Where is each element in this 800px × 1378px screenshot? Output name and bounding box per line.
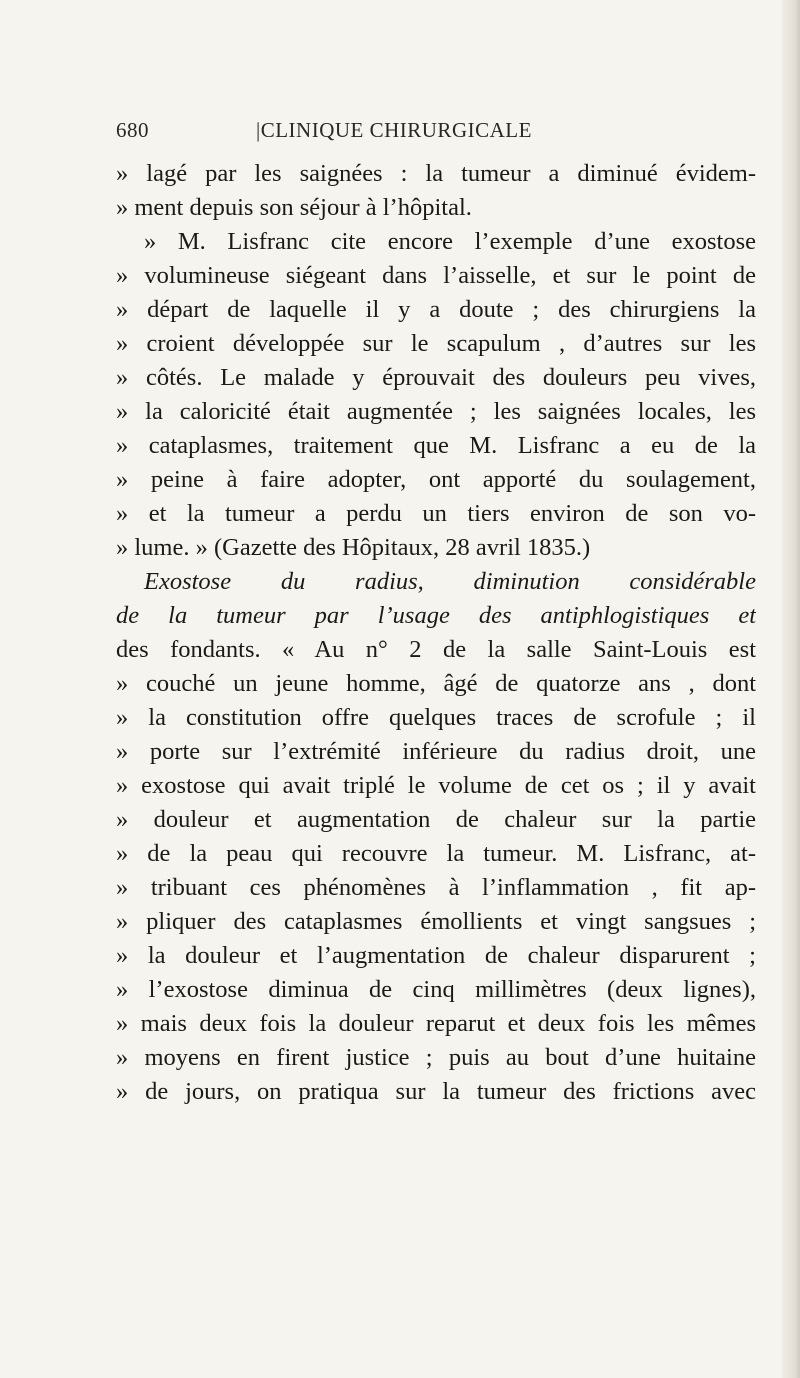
text-line: » moyens en firent justice ; puis au bout d’une huitaine — [116, 1044, 756, 1071]
text-line: » la caloricité était augmentée ; les saignées locales, les — [116, 398, 756, 425]
running-title: |CLINIQUE CHIRURGICALE — [256, 118, 532, 142]
text-line: » couché un jeune homme, âgé de quatorze ans , dont — [116, 670, 756, 697]
page-edge — [782, 0, 800, 1378]
text-line: » mais deux fois la douleur reparut et deux fois les mêmes — [116, 1010, 756, 1037]
text-line: Exostose du radius, diminution considérable — [144, 568, 756, 595]
text-line: » M. Lisfranc cite encore l’exemple d’une exostose — [144, 228, 756, 255]
text-line: » tribuant ces phénomènes à l’inflammation , fit ap- — [116, 874, 756, 901]
text-line: » de jours, on pratiqua sur la tumeur des frictions avec — [116, 1078, 756, 1105]
text-line: des fondants. « Au n° 2 de la salle Saint-Louis est — [116, 636, 756, 663]
text-line: de la tumeur par l’usage des antiphlogistiques et — [116, 602, 756, 629]
text-line: » volumineuse siégeant dans l’aisselle, et sur le point de — [116, 262, 756, 289]
text-line: » la douleur et l’augmentation de chaleur disparurent ; — [116, 942, 756, 969]
text-line: » départ de laquelle il y a doute ; des chirurgiens la — [116, 296, 756, 323]
text-line: » cataplasmes, traitement que M. Lisfranc a eu de la — [116, 432, 756, 459]
text-line: » douleur et augmentation de chaleur sur la partie — [116, 806, 756, 833]
text-line: » la constitution offre quelques traces de scrofule ; il — [116, 704, 756, 731]
text-line: » porte sur l’extrémité inférieure du radius droit, une — [116, 738, 756, 765]
text-line: » ment depuis son séjour à l’hôpital. — [116, 194, 472, 221]
text-line: » et la tumeur a perdu un tiers environ de son vo- — [116, 500, 756, 527]
text-line: » croient développée sur le scapulum , d’autres sur les — [116, 330, 756, 357]
text-line: » lume. » (Gazette des Hôpitaux, 28 avril 1835.) — [116, 534, 591, 561]
text-line: » de la peau qui recouvre la tumeur. M. Lisfranc, at- — [116, 840, 756, 867]
text-line: » côtés. Le malade y éprouvait des douleurs peu vives, — [116, 364, 756, 391]
page-number: 680 — [116, 118, 149, 142]
text-line: » l’exostose diminua de cinq millimètres (deux lignes), — [116, 976, 756, 1003]
text-line: » lagé par les saignées : la tumeur a diminué évidem- — [116, 160, 756, 187]
text-line: » peine à faire adopter, ont apporté du soulagement, — [116, 466, 756, 493]
body-text — [116, 157, 756, 1109]
text-line: » pliquer des cataplasmes émollients et vingt sangsues ; — [116, 908, 756, 935]
text-line: » exostose qui avait triplé le volume de cet os ; il y avait — [116, 772, 756, 799]
